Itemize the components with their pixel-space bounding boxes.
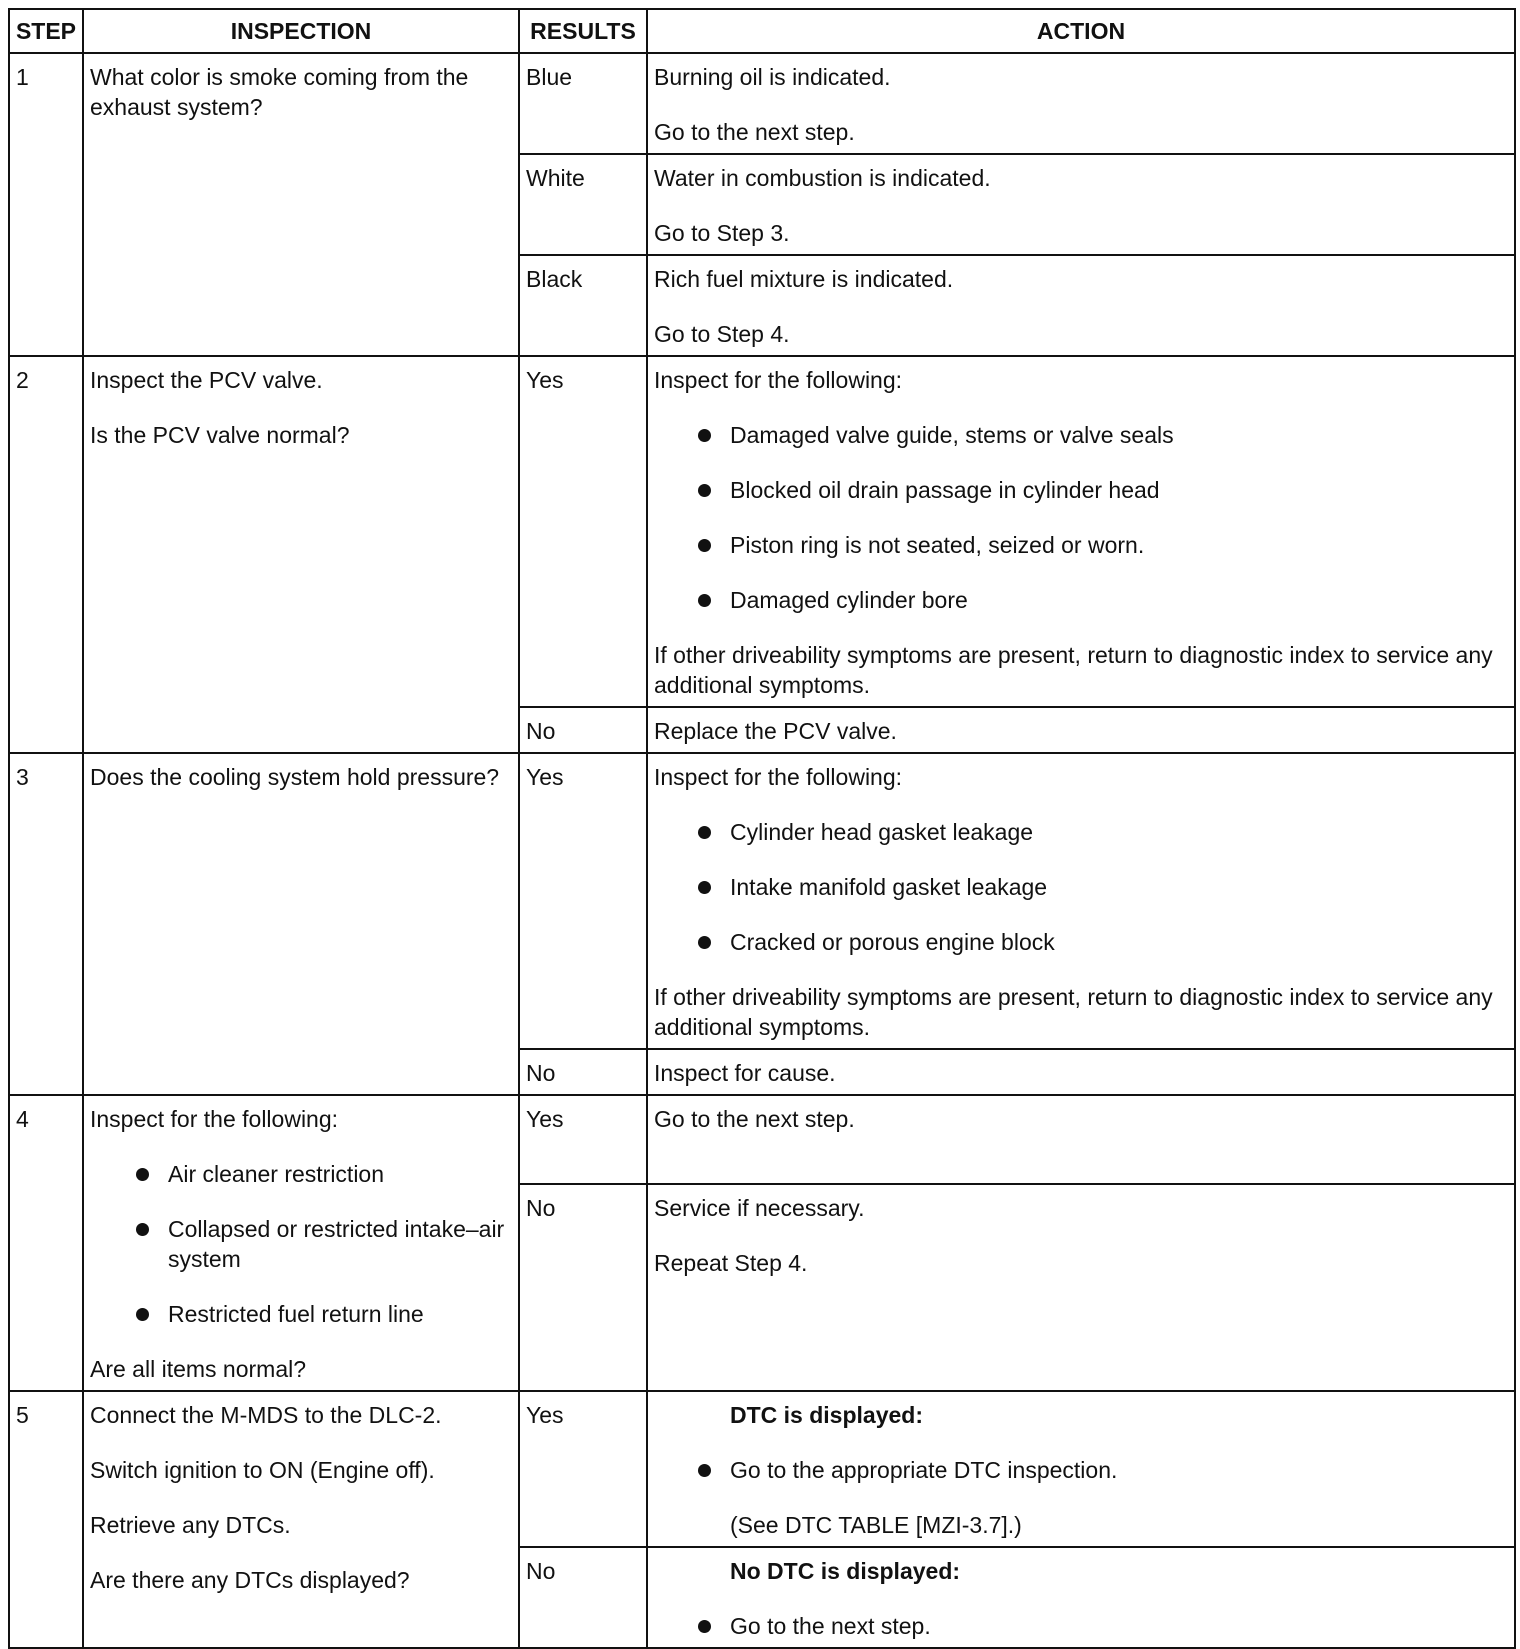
bullet-item [698,475,1508,505]
action-heading: No DTC is displayed: [730,1558,961,1584]
bullet-text: Restricted fuel return line [168,1301,424,1327]
step-4-row-yes [9,1095,1515,1184]
bullet-text: Blocked oil drain passage in cylinder head [730,477,1160,503]
action-text: If other driveability symptoms are present, return to diagnostic index to service any additional symptoms. [654,984,1493,1040]
action-text: Repeat Step 4. [654,1250,808,1277]
step-number: 1 [9,53,83,356]
bullet-text: Go to the appropriate DTC inspection. [730,1457,1118,1483]
inspection-cell [83,356,519,753]
action-text: If other driveability symptoms are present, return to diagnostic index to service any additional symptoms. [654,642,1493,698]
inspection-text: Are all items normal? [90,1356,307,1382]
inspection-text: Switch ignition to ON (Engine off). [90,1457,435,1483]
step-number: 2 [9,356,83,753]
action-text: Service if necessary. [654,1195,865,1222]
bullet-item [136,1159,512,1189]
step-number: 4 [9,1095,83,1391]
step-number: 3 [9,753,83,1095]
bullet-item [698,585,1508,615]
action-text: Go to the next step. [654,119,855,145]
result-cell: Yes [519,1095,647,1184]
bullet-text: Air cleaner restriction [168,1161,385,1187]
action-cell [647,753,1515,1049]
diagnostic-table [8,8,1516,1649]
bullet-icon [698,1464,711,1477]
bullet-icon [698,826,711,839]
bullet-text: Cylinder head gasket leakage [730,819,1034,845]
result-cell: Yes [519,1391,647,1547]
result-cell: No [519,1049,647,1095]
bullet-item [136,1214,512,1274]
inspection-cell [83,1391,519,1648]
result-cell: No [519,1547,647,1648]
bullet-item [698,872,1508,902]
bullet-text: Intake manifold gasket leakage [730,874,1048,900]
bullet-text: Collapsed or restricted intake–air system [168,1216,505,1272]
action-cell [647,1095,1515,1184]
bullet-icon [698,594,711,607]
header-inspection: INSPECTION [83,9,519,53]
bullet-icon [698,484,711,497]
action-cell [647,1184,1515,1391]
result-cell: No [519,1184,647,1391]
inspection-text: Is the PCV valve normal? [90,422,350,448]
result-cell: No [519,707,647,753]
inspection-cell [83,53,519,356]
step-3-row-yes [9,753,1515,1049]
bullet-item [698,817,1508,847]
bullet-icon [698,539,711,552]
action-cell [647,1547,1515,1648]
action-text: Replace the PCV valve. [654,718,897,744]
bullet-icon [698,881,711,894]
result-cell: White [519,154,647,255]
step-5-row-yes [9,1391,1515,1547]
action-cell [647,53,1515,154]
inspection-text: Does the cooling system hold pressure? [90,764,500,790]
inspection-text: Inspect for the following: [90,1106,339,1132]
action-text: Rich fuel mixture is indicated. [654,266,954,292]
action-text: Inspect for the following: [654,764,903,790]
bullet-item [136,1299,512,1329]
step-1-row-blue [9,53,1515,154]
action-heading: DTC is displayed: [730,1402,923,1428]
result-cell: Yes [519,753,647,1049]
result-cell: Yes [519,356,647,707]
inspection-cell [83,753,519,1095]
bullet-item [698,530,1508,560]
bullet-item [698,1455,1508,1485]
inspection-text: Inspect the PCV valve. [90,367,323,393]
bullet-text: Go to the next step. [730,1613,931,1639]
action-text: Water in combustion is indicated. [654,165,991,191]
action-text: Go to Step 3. [654,220,790,246]
header-results: RESULTS [519,9,647,53]
inspection-cell [83,1095,519,1391]
header-step: STEP [9,9,83,53]
action-cell [647,707,1515,753]
bullet-icon [136,1308,149,1321]
bullet-icon [698,429,711,442]
bullet-text: Cracked or porous engine block [730,929,1055,955]
header-action: ACTION [647,9,1515,53]
step-number: 5 [9,1391,83,1648]
result-cell: Black [519,255,647,356]
bullet-icon [698,1620,711,1633]
bullet-item [698,927,1508,957]
bullet-icon [698,936,711,949]
action-cell [647,255,1515,356]
action-cell [647,1391,1515,1547]
action-text: Burning oil is indicated. [654,64,891,90]
inspection-text: What color is smoke coming from the exhaust system? [90,64,469,120]
result-cell: Blue [519,53,647,154]
bullet-text: Damaged cylinder bore [730,587,968,613]
action-text: Inspect for cause. [654,1060,836,1086]
inspection-text: Connect the M-MDS to the DLC-2. [90,1402,442,1428]
bullet-text: Damaged valve guide, stems or valve seals [730,422,1174,448]
inspection-text: Retrieve any DTCs. [90,1512,291,1538]
action-text: Inspect for the following: [654,367,903,393]
action-cell [647,1049,1515,1095]
action-text: Go to the next step. [654,1106,855,1132]
bullet-item [698,1611,1508,1641]
step-2-row-yes [9,356,1515,707]
bullet-icon [136,1223,149,1236]
action-note: (See DTC TABLE [MZI-3.7].) [730,1512,1022,1538]
bullet-item [698,420,1508,450]
bullet-icon [136,1168,149,1181]
action-cell [647,356,1515,707]
action-text: Go to Step 4. [654,321,790,347]
bullet-text: Piston ring is not seated, seized or worn. [730,532,1145,558]
action-cell [647,154,1515,255]
header-row [9,9,1515,53]
inspection-text: Are there any DTCs displayed? [90,1567,410,1593]
